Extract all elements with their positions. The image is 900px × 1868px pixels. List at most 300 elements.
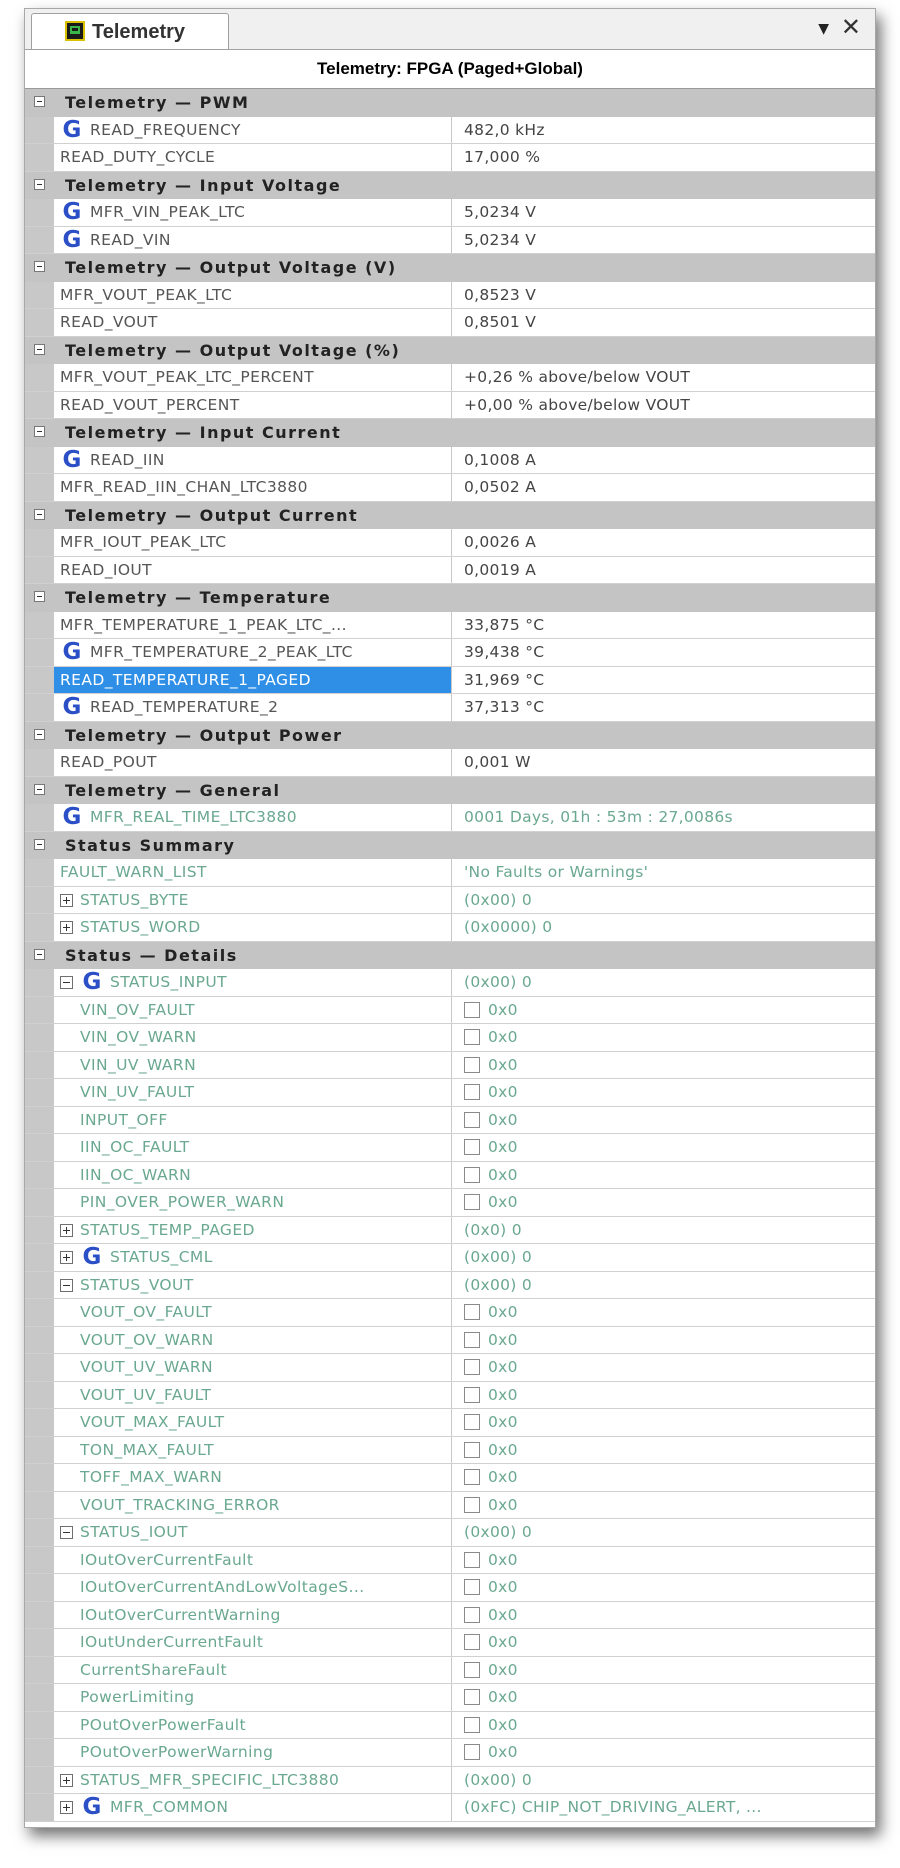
section-header[interactable] [25, 777, 875, 805]
property-value-cell[interactable] [452, 474, 875, 501]
property-row[interactable] [25, 1574, 875, 1602]
row-gutter [25, 1437, 54, 1464]
property-name: READ_VIN [90, 230, 171, 249]
property-name: VOUT_OV_FAULT [80, 1303, 212, 1321]
property-value-cell[interactable] [452, 1794, 875, 1821]
property-name: IOutUnderCurrentFault [80, 1633, 264, 1651]
property-row[interactable] [25, 1217, 875, 1245]
tab-telemetry[interactable] [31, 13, 229, 49]
flag-checkbox[interactable] [464, 1497, 480, 1513]
property-row[interactable] [25, 1052, 875, 1080]
property-name-cell[interactable] [54, 749, 452, 776]
property-row[interactable] [25, 1767, 875, 1795]
property-name-cell[interactable] [54, 804, 452, 831]
dropdown-menu-icon[interactable]: ▼ [818, 21, 829, 37]
property-value-cell[interactable] [452, 1079, 875, 1106]
property-name-cell[interactable] [54, 1189, 452, 1216]
property-value: 0,0502 A [464, 478, 537, 496]
property-row[interactable] [25, 474, 875, 502]
property-name-cell[interactable] [54, 612, 452, 639]
property-value-cell[interactable] [452, 639, 875, 666]
property-value-cell[interactable] [452, 859, 875, 886]
property-value-cell[interactable] [452, 282, 875, 309]
flag-checkbox[interactable] [464, 1442, 480, 1458]
row-gutter [25, 1629, 54, 1656]
property-name-cell[interactable] [54, 557, 452, 584]
property-value: 0x0 [488, 1083, 518, 1101]
property-row[interactable] [25, 1079, 875, 1107]
property-value-cell[interactable] [452, 1409, 875, 1436]
property-value-cell[interactable] [452, 804, 875, 831]
property-name-cell[interactable] [54, 1272, 452, 1299]
property-row[interactable] [25, 1739, 875, 1767]
property-row[interactable] [25, 199, 875, 227]
property-value-cell[interactable] [452, 914, 875, 941]
flag-checkbox[interactable] [464, 1139, 480, 1155]
section-header[interactable] [25, 337, 875, 365]
property-name-cell[interactable] [54, 1547, 452, 1574]
property-row[interactable] [25, 1547, 875, 1575]
property-name-cell[interactable] [54, 117, 452, 144]
section-header[interactable] [25, 419, 875, 447]
property-value: 17,000 % [464, 148, 541, 166]
property-value: (0xFC) CHIP_NOT_DRIVING_ALERT, ... [464, 1798, 762, 1816]
flag-checkbox[interactable] [464, 1717, 480, 1733]
property-value-cell[interactable] [452, 1629, 875, 1656]
property-name-cell[interactable] [54, 282, 452, 309]
property-row[interactable] [25, 1272, 875, 1300]
property-value-cell[interactable] [452, 1657, 875, 1684]
property-value-cell[interactable] [452, 1574, 875, 1601]
property-value: 0,0026 A [464, 533, 537, 551]
property-row[interactable] [25, 997, 875, 1025]
property-value: 0x0 [488, 1633, 518, 1651]
property-name-cell[interactable] [54, 667, 452, 694]
collapse-icon[interactable] [34, 839, 45, 850]
property-name-cell[interactable] [54, 309, 452, 336]
property-name: READ_IIN [90, 450, 165, 469]
property-name: IOutOverCurrentFault [80, 1550, 254, 1569]
property-name-cell[interactable] [54, 1217, 452, 1244]
property-name-cell[interactable] [54, 969, 452, 996]
row-gutter [25, 557, 54, 584]
flag-checkbox[interactable] [464, 1112, 480, 1128]
section-header[interactable] [25, 942, 875, 970]
property-row[interactable] [25, 1354, 875, 1382]
collapse-icon[interactable] [34, 949, 45, 960]
property-value-cell[interactable] [452, 1052, 875, 1079]
collapse-icon[interactable] [34, 591, 45, 602]
property-name-cell[interactable] [54, 859, 452, 886]
row-gutter [25, 1739, 54, 1766]
flag-checkbox[interactable] [464, 1194, 480, 1210]
flag-checkbox[interactable] [464, 1662, 480, 1678]
flag-checkbox[interactable] [464, 1029, 480, 1045]
property-value-cell[interactable] [452, 667, 875, 694]
property-row[interactable] [25, 694, 875, 722]
property-name-cell[interactable] [54, 1464, 452, 1491]
property-value-cell[interactable] [452, 1189, 875, 1216]
property-name: READ_IOUT [60, 560, 153, 579]
section-header[interactable] [25, 502, 875, 530]
collapse-icon[interactable] [34, 426, 45, 437]
property-name-cell[interactable] [54, 1382, 452, 1409]
property-row[interactable] [25, 447, 875, 475]
property-name: STATUS_INPUT [110, 973, 228, 991]
property-value: 31,969 °C [464, 670, 545, 689]
property-row[interactable] [25, 144, 875, 172]
flag-checkbox[interactable] [464, 1689, 480, 1705]
row-gutter [25, 1327, 54, 1354]
property-row[interactable] [25, 392, 875, 420]
property-name: VOUT_MAX_FAULT [80, 1413, 225, 1431]
flag-checkbox[interactable] [464, 1332, 480, 1348]
property-value-cell[interactable] [452, 887, 875, 914]
collapse-icon[interactable] [34, 784, 45, 795]
flag-checkbox[interactable] [464, 1387, 480, 1403]
flag-checkbox[interactable] [464, 1304, 480, 1320]
row-gutter [25, 1767, 54, 1794]
property-name-cell[interactable] [54, 639, 452, 666]
property-value-cell[interactable] [452, 1684, 875, 1711]
property-value-cell[interactable] [452, 447, 875, 474]
property-value: 37,313 °C [464, 698, 545, 716]
property-value: 0x0 [488, 1358, 518, 1376]
row-gutter [25, 1547, 54, 1574]
property-name-cell[interactable] [54, 1492, 452, 1519]
row-gutter [25, 1272, 54, 1299]
flag-checkbox[interactable] [464, 1167, 480, 1183]
property-row[interactable] [25, 309, 875, 337]
property-value: 0x0 [488, 1165, 518, 1184]
property-name-cell[interactable] [54, 1519, 452, 1546]
property-name: IOutOverCurrentAndLowVoltageS... [80, 1578, 365, 1596]
property-value-cell[interactable] [452, 392, 875, 419]
flag-checkbox[interactable] [464, 1057, 480, 1073]
property-value-cell[interactable] [452, 1024, 875, 1051]
property-value-cell[interactable] [452, 364, 875, 391]
global-g-icon: G [62, 804, 82, 830]
property-name: READ_TEMPERATURE_1_PAGED [60, 670, 311, 689]
section-header[interactable] [25, 89, 875, 117]
row-gutter [25, 1602, 54, 1629]
row-gutter [25, 749, 54, 776]
expand-icon[interactable] [60, 921, 73, 934]
section-header[interactable] [25, 584, 875, 612]
expand-icon[interactable] [60, 1251, 73, 1264]
property-value-cell[interactable] [452, 1217, 875, 1244]
collapse-icon[interactable] [60, 1279, 73, 1292]
property-row[interactable] [25, 1794, 875, 1822]
flag-checkbox[interactable] [464, 1002, 480, 1018]
property-value-cell[interactable] [452, 199, 875, 226]
section-header[interactable] [25, 722, 875, 750]
property-name-cell[interactable] [54, 447, 452, 474]
property-name: VIN_OV_WARN [80, 1028, 197, 1046]
row-gutter [25, 1409, 54, 1436]
section-title: Telemetry — Input Voltage [65, 175, 342, 195]
row-gutter [25, 447, 54, 474]
property-name-cell[interactable] [54, 914, 452, 941]
property-value-cell[interactable] [452, 1244, 875, 1271]
row-gutter [25, 474, 54, 501]
property-value-cell[interactable] [452, 1712, 875, 1739]
property-name-cell[interactable] [54, 199, 452, 226]
expand-icon[interactable] [60, 894, 73, 907]
property-name-cell[interactable] [54, 1794, 452, 1821]
property-value-cell[interactable] [452, 1134, 875, 1161]
property-row[interactable] [25, 1684, 875, 1712]
property-name-cell[interactable] [54, 887, 452, 914]
property-value: 33,875 °C [464, 615, 545, 634]
property-value-cell[interactable] [452, 1602, 875, 1629]
flag-checkbox[interactable] [464, 1359, 480, 1375]
property-value-cell[interactable] [452, 144, 875, 171]
property-name-cell[interactable] [54, 1134, 452, 1161]
property-value-cell[interactable] [452, 1162, 875, 1189]
property-name-cell[interactable] [54, 364, 452, 391]
global-g-icon: G [62, 116, 82, 143]
row-gutter [25, 1657, 54, 1684]
property-name-cell[interactable] [54, 1767, 452, 1794]
property-name: MFR_VIN_PEAK_LTC [90, 203, 246, 221]
property-name-cell[interactable] [54, 694, 452, 721]
property-name: TON_MAX_FAULT [80, 1440, 214, 1459]
row-gutter [25, 282, 54, 309]
property-name: MFR_REAL_TIME_LTC3880 [90, 808, 298, 826]
property-name-cell[interactable] [54, 392, 452, 419]
property-row[interactable] [25, 1189, 875, 1217]
property-name-cell[interactable] [54, 1024, 452, 1051]
property-value-cell[interactable] [452, 1107, 875, 1134]
property-value: 0,0019 A [464, 560, 537, 579]
property-name: MFR_IOUT_PEAK_LTC [60, 533, 227, 551]
property-name-cell[interactable] [54, 1244, 452, 1271]
property-value: 0x0 [488, 1495, 518, 1514]
property-name-cell[interactable] [54, 997, 452, 1024]
property-name-cell[interactable] [54, 1712, 452, 1739]
property-row[interactable] [25, 227, 875, 255]
property-row[interactable] [25, 859, 875, 887]
collapse-icon[interactable] [34, 96, 45, 107]
flag-checkbox[interactable] [464, 1579, 480, 1595]
section-title: Telemetry — Output Voltage (%) [65, 340, 401, 360]
row-gutter [25, 1079, 54, 1106]
section-title: Telemetry — Output Voltage (V) [65, 258, 397, 277]
property-row[interactable] [25, 749, 875, 777]
row-gutter [25, 1464, 54, 1491]
property-value-cell[interactable] [452, 1464, 875, 1491]
property-value-cell[interactable] [452, 1437, 875, 1464]
property-name-cell[interactable] [54, 1629, 452, 1656]
property-value-cell[interactable] [452, 1299, 875, 1326]
property-name: READ_POUT [60, 753, 157, 771]
property-value-cell[interactable] [452, 1272, 875, 1299]
property-name-cell[interactable] [54, 474, 452, 501]
property-value-cell[interactable] [452, 1739, 875, 1766]
property-name: MFR_READ_IIN_CHAN_LTC3880 [60, 478, 308, 496]
property-row[interactable] [25, 1519, 875, 1547]
row-gutter [25, 199, 54, 226]
property-name: IIN_OC_FAULT [80, 1138, 190, 1156]
property-value-cell[interactable] [452, 1354, 875, 1381]
property-value: 482,0 kHz [464, 120, 545, 139]
flag-checkbox[interactable] [464, 1469, 480, 1485]
property-name-cell[interactable] [54, 1409, 452, 1436]
property-value: 0x0 [488, 1303, 518, 1321]
property-row[interactable] [25, 1409, 875, 1437]
row-gutter [25, 859, 54, 886]
property-value: (0x00) 0 [464, 1770, 533, 1789]
collapse-icon[interactable] [60, 1526, 73, 1539]
property-row[interactable] [25, 1162, 875, 1190]
property-name-cell[interactable] [54, 1354, 452, 1381]
property-row[interactable] [25, 804, 875, 832]
collapse-icon[interactable] [60, 976, 73, 989]
property-name-cell[interactable] [54, 1657, 452, 1684]
collapse-icon[interactable] [34, 344, 45, 355]
property-name-cell[interactable] [54, 1327, 452, 1354]
row-gutter [25, 1794, 54, 1821]
property-row[interactable] [25, 1712, 875, 1740]
property-row[interactable] [25, 1492, 875, 1520]
section-header[interactable] [25, 172, 875, 200]
property-name: MFR_TEMPERATURE_2_PEAK_LTC [90, 643, 353, 661]
property-name: VIN_OV_FAULT [80, 1000, 196, 1019]
property-value: 5,0234 V [464, 230, 537, 249]
property-name-cell[interactable] [54, 1739, 452, 1766]
property-value-cell[interactable] [452, 117, 875, 144]
flag-checkbox[interactable] [464, 1744, 480, 1760]
row-gutter [25, 887, 54, 914]
flag-checkbox[interactable] [464, 1552, 480, 1568]
property-value-cell[interactable] [452, 1327, 875, 1354]
property-name-cell[interactable] [54, 144, 452, 171]
property-row[interactable] [25, 969, 875, 997]
flag-checkbox[interactable] [464, 1084, 480, 1100]
property-name-cell[interactable] [54, 529, 452, 556]
property-row[interactable] [25, 1134, 875, 1162]
collapse-icon[interactable] [34, 261, 45, 272]
row-gutter [25, 1712, 54, 1739]
property-row[interactable] [25, 1299, 875, 1327]
flag-checkbox[interactable] [464, 1634, 480, 1650]
property-name: FAULT_WARN_LIST [60, 863, 207, 881]
section-title: Telemetry — PWM [65, 93, 250, 112]
row-gutter [25, 529, 54, 556]
collapse-icon[interactable] [34, 729, 45, 740]
property-name-cell[interactable] [54, 1052, 452, 1079]
expand-icon[interactable] [60, 1224, 73, 1237]
row-gutter [25, 117, 54, 144]
property-value: 0x0 [488, 1055, 518, 1074]
property-name: PowerLimiting [80, 1688, 195, 1706]
property-row[interactable] [25, 364, 875, 392]
property-value: 0x0 [488, 1688, 518, 1706]
property-name: READ_VOUT_PERCENT [60, 395, 240, 414]
property-value-cell[interactable] [452, 227, 875, 254]
property-row[interactable] [25, 1657, 875, 1685]
property-name-cell[interactable] [54, 1299, 452, 1326]
property-value: 0001 Days, 01h : 53m : 27,0086s [464, 808, 733, 826]
property-value: 0x0 [488, 1110, 518, 1129]
property-name-cell[interactable] [54, 1107, 452, 1134]
property-name-cell[interactable] [54, 1602, 452, 1629]
property-value: 0x0 [488, 1028, 518, 1046]
property-value: 0,8523 V [464, 285, 537, 304]
property-row[interactable] [25, 1382, 875, 1410]
property-row[interactable] [25, 612, 875, 640]
property-value-cell[interactable] [452, 997, 875, 1024]
property-value-cell[interactable] [452, 1382, 875, 1409]
property-value-cell[interactable] [452, 749, 875, 776]
property-value-cell[interactable] [452, 694, 875, 721]
row-gutter [25, 392, 54, 419]
property-row[interactable] [25, 117, 875, 145]
property-name: STATUS_TEMP_PAGED [80, 1220, 255, 1239]
property-value: 0x0 [488, 1605, 518, 1624]
property-row[interactable] [25, 1464, 875, 1492]
property-value-cell[interactable] [452, 1492, 875, 1519]
property-value-cell[interactable] [452, 612, 875, 639]
property-value-cell[interactable] [452, 529, 875, 556]
collapse-icon[interactable] [34, 509, 45, 520]
flag-checkbox[interactable] [464, 1607, 480, 1623]
property-row-selected[interactable] [25, 667, 875, 695]
property-row[interactable] [25, 529, 875, 557]
flag-checkbox[interactable] [464, 1414, 480, 1430]
property-name-cell[interactable] [54, 1574, 452, 1601]
property-row[interactable] [25, 557, 875, 585]
property-row[interactable] [25, 1629, 875, 1657]
property-value: 'No Faults or Warnings' [464, 863, 649, 881]
property-row[interactable] [25, 639, 875, 667]
property-row[interactable] [25, 1024, 875, 1052]
property-name-cell[interactable] [54, 1079, 452, 1106]
section-header[interactable] [25, 254, 875, 282]
property-value: 0x0 [488, 1193, 518, 1211]
property-row[interactable] [25, 914, 875, 942]
property-value: 0x0 [488, 1660, 518, 1679]
property-value: 0x0 [488, 1440, 518, 1459]
section-header[interactable] [25, 832, 875, 860]
property-value: 0x0 [488, 1743, 518, 1761]
property-row[interactable] [25, 1107, 875, 1135]
close-icon[interactable]: ✕ [840, 13, 861, 41]
property-name-cell[interactable] [54, 1162, 452, 1189]
row-gutter [25, 1244, 54, 1271]
property-name: STATUS_MFR_SPECIFIC_LTC3880 [80, 1770, 340, 1789]
property-value-cell[interactable] [452, 309, 875, 336]
property-value-cell[interactable] [452, 1547, 875, 1574]
property-row[interactable] [25, 1327, 875, 1355]
property-row[interactable] [25, 887, 875, 915]
property-value-cell[interactable] [452, 1767, 875, 1794]
property-value-cell[interactable] [452, 1519, 875, 1546]
property-value-cell[interactable] [452, 969, 875, 996]
property-name-cell[interactable] [54, 227, 452, 254]
expand-icon[interactable] [60, 1774, 73, 1787]
expand-icon[interactable] [60, 1801, 73, 1814]
property-row[interactable] [25, 1602, 875, 1630]
property-row[interactable] [25, 1437, 875, 1465]
property-name-cell[interactable] [54, 1684, 452, 1711]
property-row[interactable] [25, 1244, 875, 1272]
property-name-cell[interactable] [54, 1437, 452, 1464]
collapse-icon[interactable] [34, 179, 45, 190]
property-row[interactable] [25, 282, 875, 310]
property-value-cell[interactable] [452, 557, 875, 584]
